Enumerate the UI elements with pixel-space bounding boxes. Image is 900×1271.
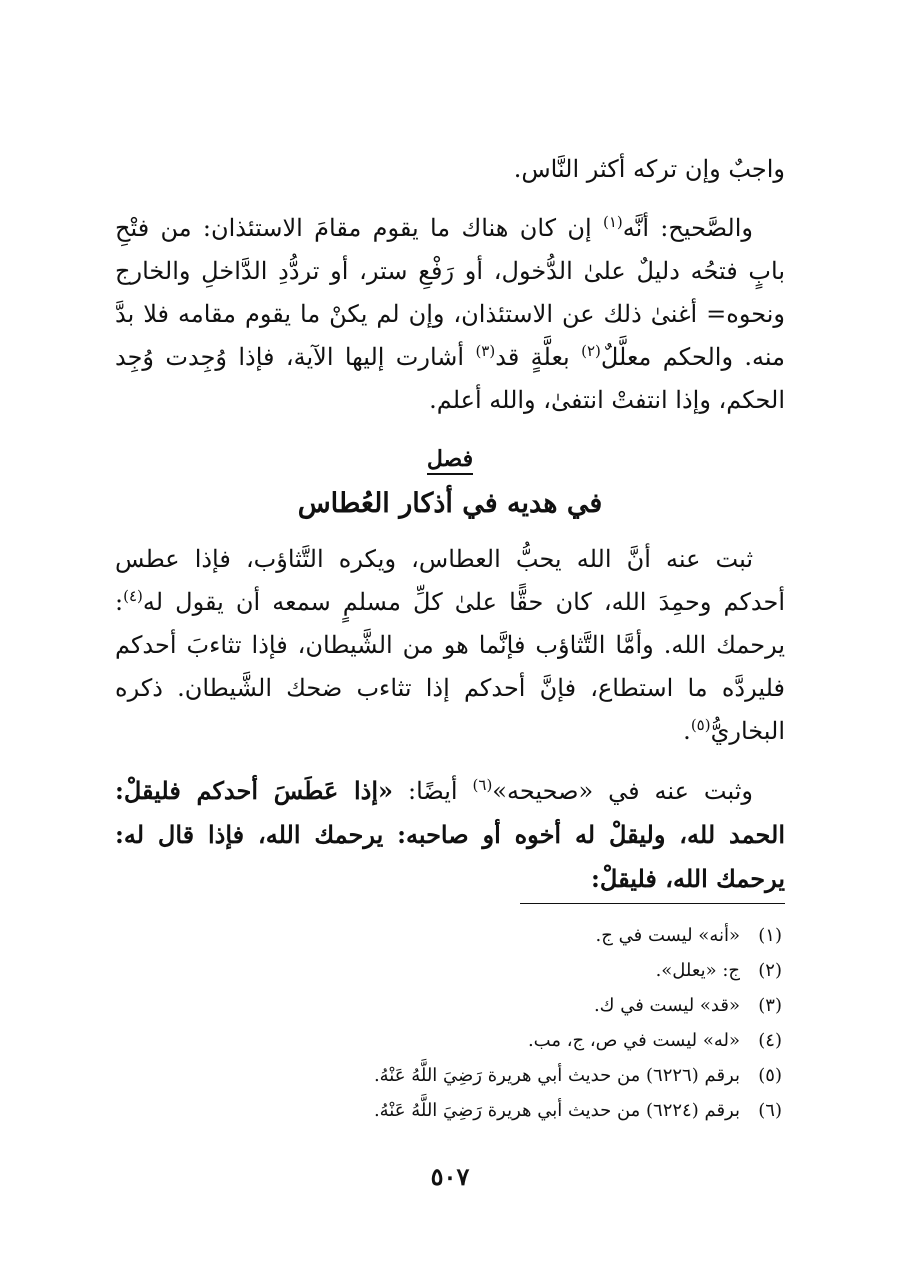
- footnote-4: [222, 1023, 782, 1058]
- footnote-number: (٥): [758, 1065, 782, 1086]
- paragraph-3-text-a: ثبت عنه أنَّ الله يحبُّ العطاس، ويكره التَّثاؤب، فإذا عطس أحدكم وحمِدَ الله، كان حقًّا علىٰ كلِّ مسلمٍ سمعه أن يقول له: [115, 545, 785, 616]
- footnote-divider: [520, 903, 785, 904]
- footnote-number: (٤): [758, 1030, 782, 1051]
- paragraph-2: [115, 207, 785, 422]
- footnote-ref-3[interactable]: (٣): [475, 342, 496, 360]
- footnote-2: [222, 953, 782, 988]
- paragraph-2-text-c: بعلَّةٍ قد: [495, 343, 582, 371]
- fasl-label: [115, 442, 785, 476]
- footnote-text: ج: «يعلل».: [655, 960, 740, 981]
- paragraph-1-text: واجبٌ وإن تركه أكثر النَّاس.: [513, 155, 785, 183]
- paragraph-2-text-b: إن كان هناك ما يقوم مقامَ الاستئذان: من فتْحِ بابٍ فتحُه دليلٌ علىٰ الدُّخول، أو رَفْعِ ستر، أو تردُّدِ الدَّاخلِ والخارج ونحوه= أغنىٰ ذلك عن الاستئذان، وإن لم يكنْ ما يقوم مقامه فلا بدَّ منه. والحكم معلَّلٌ: [115, 214, 786, 371]
- footnote-ref-1[interactable]: (١): [603, 213, 623, 231]
- footnote-text: «قد» ليست في ك.: [593, 995, 740, 1016]
- footnote-ref-6[interactable]: (٦): [472, 776, 493, 794]
- paragraph-3: [115, 538, 785, 753]
- footnote-text: «له» ليست في ص، ج، مب.: [527, 1030, 740, 1051]
- footnote-6: [222, 1093, 782, 1128]
- footnote-3: [222, 988, 782, 1023]
- paragraph-4: [115, 769, 785, 901]
- footnote-1: [222, 918, 782, 953]
- footnote-number: (١): [758, 925, 782, 946]
- paragraph-2-text-a: والصَّحيح: أنَّه: [622, 214, 753, 242]
- section-heading: في هديه في أذكار العُطاس: [297, 488, 603, 519]
- page-body: [115, 148, 785, 901]
- paragraph-1: [115, 148, 785, 191]
- fasl-label-text: فصل: [427, 446, 473, 475]
- hadith-quote: «إذا عَطَسَ أحدكم فليقلْ: الحمد لله، وليقلْ له أخوه أو صاحبه: يرحمك الله، فإذا قال له: يرحمك الله، فليقلْ:: [115, 776, 785, 893]
- paragraph-2-text-d: أشارت إليها الآية، فإذا وُجِدت وُجِد الحكم، وإذا انتفتْ انتفىٰ، والله أعلم.: [115, 343, 785, 414]
- paragraph-4-text-a: وثبت عنه في «صحيحه»: [492, 777, 753, 805]
- footnote-number: (٢): [758, 960, 782, 981]
- footnote-number: (٣): [758, 995, 782, 1016]
- footnote-number: (٦): [758, 1100, 782, 1121]
- paragraph-3-text-c: .: [683, 717, 691, 745]
- paragraph-4-text-b: أيضًا:: [393, 777, 473, 805]
- footnote-text: برقم (٦٢٢٦) من حديث أبي هريرة رَضِيَ اللَّهُ عَنْهُ.: [373, 1065, 740, 1086]
- footnote-text: «أنه» ليست في ج.: [595, 925, 740, 946]
- footnote-ref-5[interactable]: (٥): [690, 716, 711, 734]
- footnote-ref-4[interactable]: (٤): [123, 587, 143, 605]
- footnote-ref-2[interactable]: (٢): [581, 342, 601, 360]
- page-number: ٥٠٧: [430, 1162, 470, 1191]
- footnote-5: [222, 1058, 782, 1093]
- footnote-text: برقم (٦٢٢٤) من حديث أبي هريرة رَضِيَ اللَّهُ عَنْهُ.: [373, 1100, 740, 1121]
- paragraph-3-text-b: : يرحمك الله. وأمَّا التَّثاؤب فإنَّما هو من الشَّيطان، فإذا تثاءبَ أحدكم فليردَّه ما استطاع، فإنَّ أحدكم إذا تثاءب ضحك الشَّيطان. ذكره البخاريُّ: [115, 588, 785, 745]
- footnotes-list: [222, 918, 782, 1128]
